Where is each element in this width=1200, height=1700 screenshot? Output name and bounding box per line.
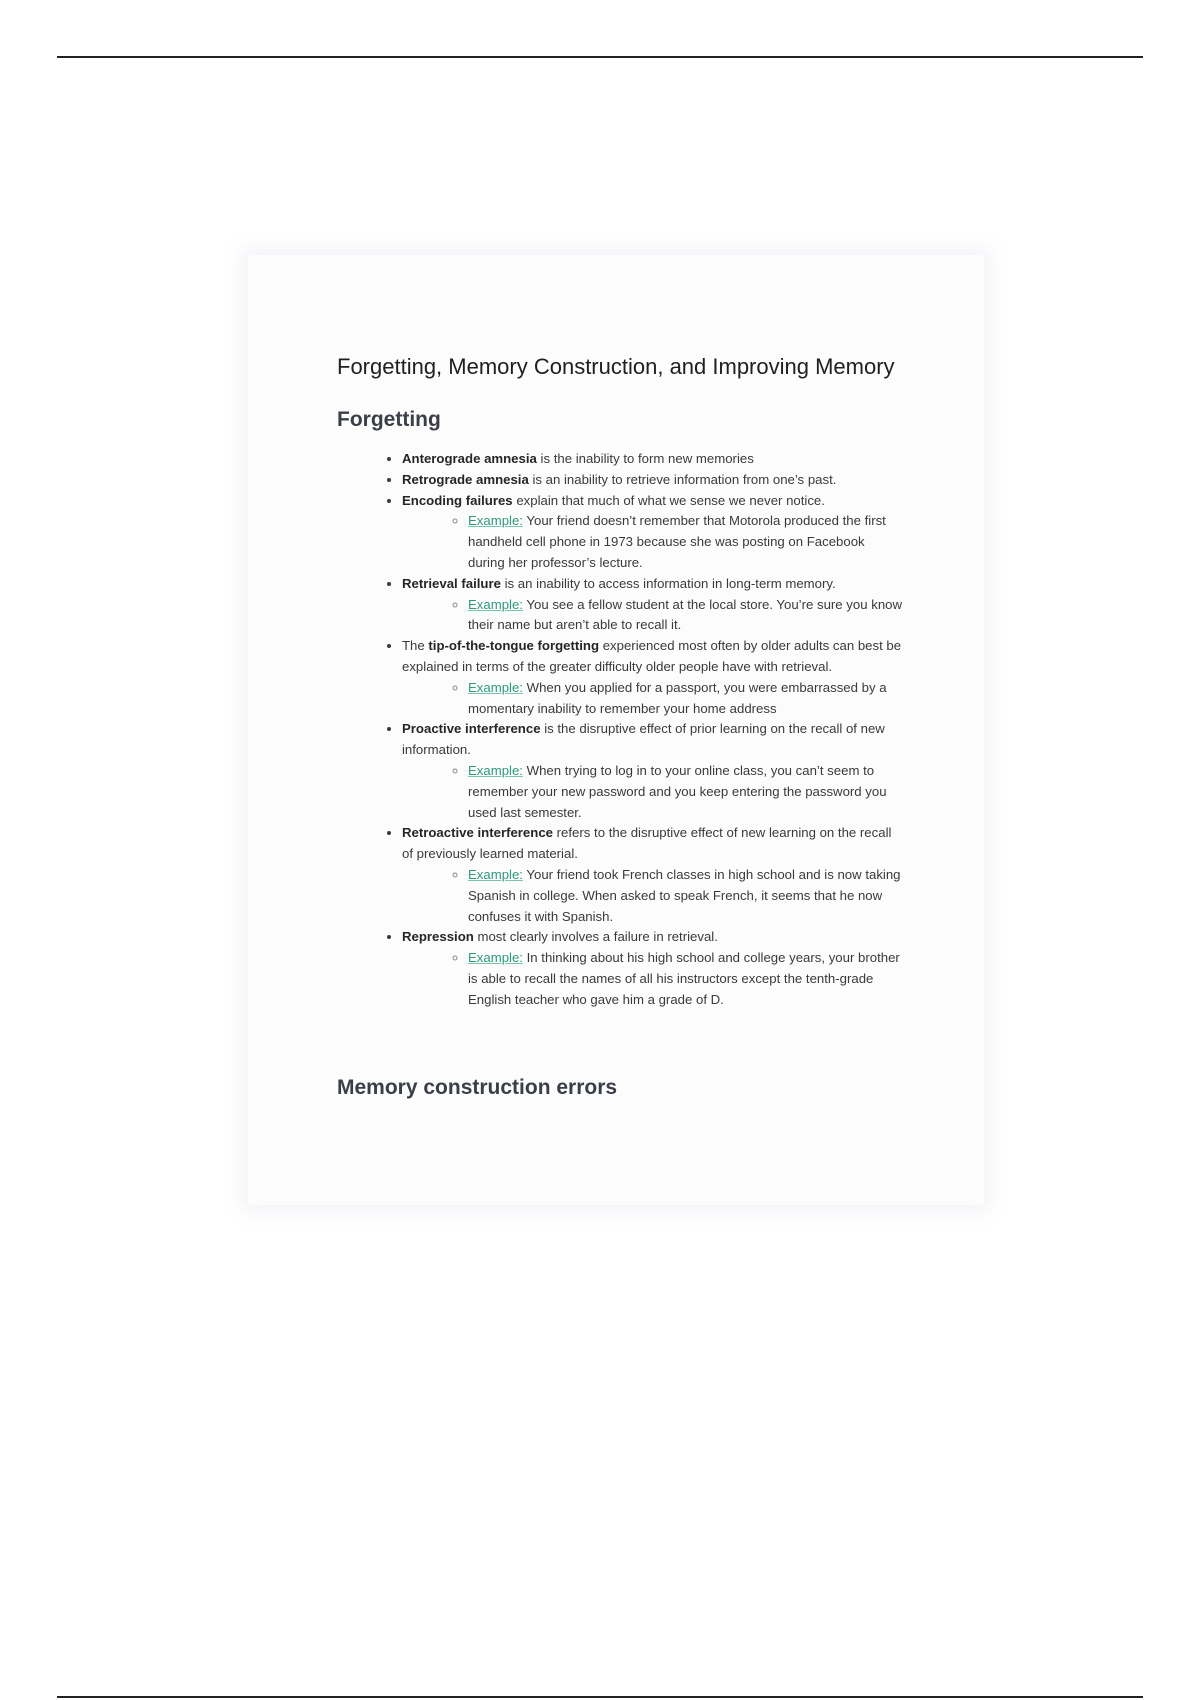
list-item: [402, 470, 902, 491]
list-item: [402, 927, 902, 1010]
example-text: When trying to log in to your online class, you can’t seem to remember your new password and you keep entering the password you used last semester.: [468, 762, 887, 820]
definition: refers to the disruptive effect of new learning on the recall of previously learned material.: [402, 825, 892, 862]
example-list: [402, 865, 902, 927]
example-item: [468, 678, 902, 720]
definition: is an inability to access information in long-term memory.: [500, 575, 836, 591]
term: Anterograde amnesia: [402, 451, 537, 466]
item-prefix: The: [402, 638, 429, 654]
example-text: Your friend took French classes in high school and is now taking Spanish in college. When asked to speak French, it seems that he now confuses it with Spanish.: [468, 866, 901, 924]
example-text: You see a fellow student at the local store. You’re sure you know their name but aren’t able to recall it.: [468, 596, 903, 633]
list-item: [402, 574, 902, 636]
example-link[interactable]: Example:: [468, 596, 523, 612]
example-link[interactable]: Example:: [468, 513, 523, 529]
term: Repression: [402, 929, 474, 945]
term: Proactive interference: [402, 721, 541, 737]
document-title: Forgetting, Memory Construction, and Improving Memory: [337, 354, 895, 379]
example-link[interactable]: Example:: [468, 679, 523, 695]
term: Retrograde amnesia: [402, 471, 529, 487]
example-link[interactable]: Example:: [468, 762, 523, 778]
example-text: Your friend doesn’t remember that Motorola produced the first handheld cell phone in 1973 because she was posting on Facebook during her professor’s lecture.: [468, 513, 886, 570]
list-item: [402, 449, 902, 470]
term: tip-of-the-tongue forgetting: [428, 638, 600, 654]
definition: is the inability to form new memories: [536, 451, 754, 466]
section-heading-forgetting: Forgetting: [337, 408, 441, 431]
example-link[interactable]: Example:: [468, 950, 523, 966]
top-divider: [57, 56, 1143, 58]
list-item: [402, 491, 902, 574]
section-heading-memory-construction: Memory construction errors: [337, 1076, 618, 1099]
example-item: [468, 761, 902, 823]
definition: most clearly involves a failure in retrieval.: [473, 929, 718, 945]
list-item: [402, 823, 902, 927]
term: Retroactive interference: [402, 825, 553, 841]
example-item: [468, 948, 902, 1010]
example-list: [402, 761, 902, 823]
example-list: [402, 595, 902, 637]
term: Encoding failures: [402, 492, 513, 508]
forgetting-bullet-list: [382, 449, 902, 1011]
example-text: When you applied for a passport, you were embarrassed by a momentary inability to remember your home address: [468, 679, 887, 716]
example-list: [402, 948, 902, 1010]
term: Retrieval failure: [402, 575, 501, 591]
definition: experienced most often by older adults can best be explained in terms of the greater difficulty older people have with retrieval.: [402, 638, 902, 674]
example-list: [402, 511, 902, 573]
example-item: [468, 511, 902, 573]
example-text: In thinking about his high school and college years, your brother is able to recall the names of all his instructors except the tenth-grade English teacher who gave him a grade of D.: [468, 950, 900, 1007]
example-item: [468, 865, 902, 927]
example-link[interactable]: Example:: [468, 866, 523, 882]
list-item: [402, 719, 902, 823]
example-list: [402, 678, 902, 720]
definition: is the disruptive effect of prior learning on the recall of new information.: [402, 721, 885, 758]
bottom-divider: [57, 1696, 1143, 1698]
definition: explain that much of what we sense we never notice.: [512, 492, 825, 508]
definition: is an inability to retrieve information from one’s past.: [528, 471, 837, 487]
example-item: [468, 595, 902, 637]
forgetting-section-content: [382, 449, 902, 1011]
list-item: [402, 636, 902, 719]
